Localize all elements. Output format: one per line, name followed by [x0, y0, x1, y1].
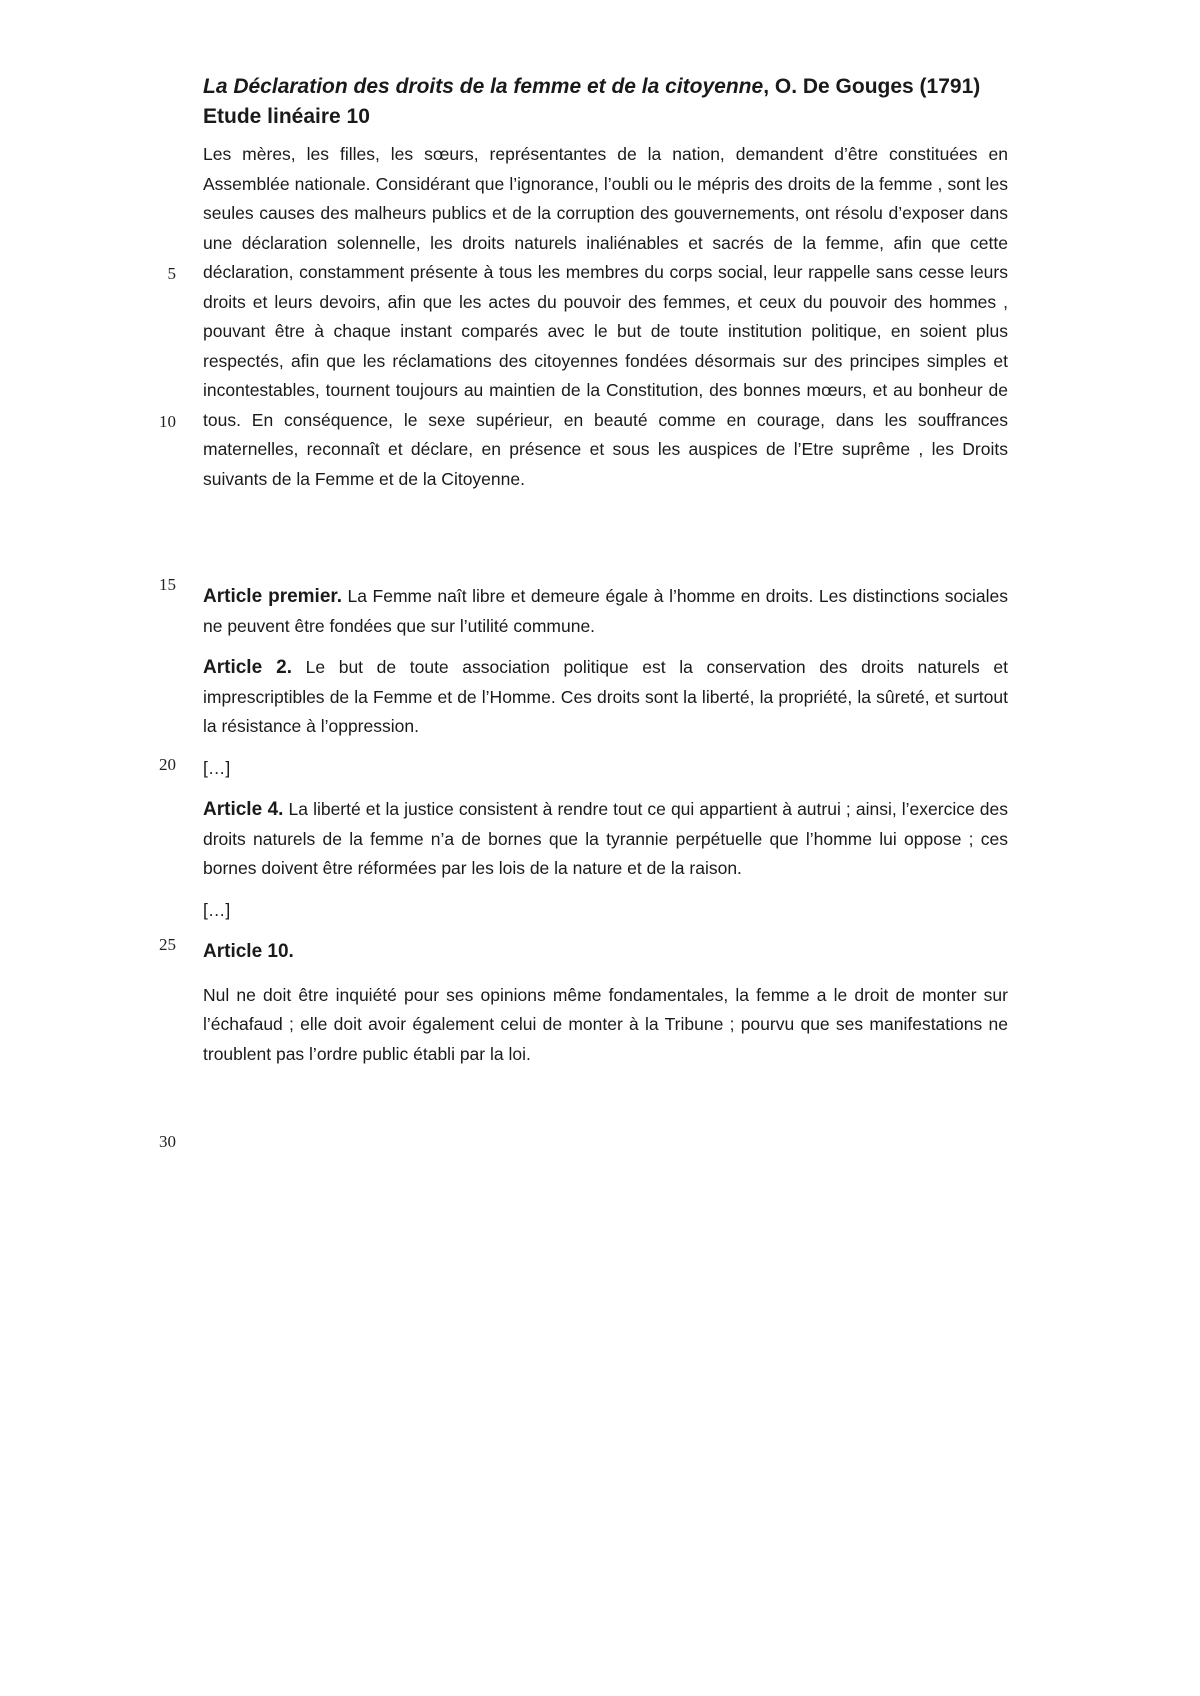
article-10-heading-line: [203, 937, 1008, 967]
line-number-20: 20: [159, 755, 176, 774]
preamble-paragraph: Les mères, les filles, les sœurs, représentantes de la nation, demandent d’être constituées en Assemblée nationale. Considérant que l’ignorance, l’oubli ou le mépris des droits de la femme , sont les seules causes des malheurs publics et de la corruption des gouvernements, ont résolu d’exposer dans une déclaration solennelle, les droits naturels inaliénables et sacrés de la femme, afin que cette déclaration, constamment présente à tous les membres du corps social, leur rappelle sans cesse leurs droits et leurs devoirs, afin que les actes du pouvoir des femmes, et ceux du pouvoir des hommes , pouvant être à chaque instant comparés avec le but de toute institution politique, en soient plus respectés, afin que les réclamations des citoyennes fondées désormais sur des principes simples et incontestables, tournent toujours au maintien de la Constitution, des bonnes mœurs, et au bonheur de tous. En conséquence, le sexe supérieur, en beauté comme en courage, dans les souffrances maternelles, reconnaît et déclare, en présence et sous les auspices de l’Etre suprême , les Droits suivants de la Femme et de la Citoyenne.: [203, 144, 1008, 489]
line-number-15: 15: [159, 575, 176, 594]
article-1-text: La Femme naît libre et demeure égale à l’homme en droits. Les distinctions sociales ne peuvent être fondées que sur l’utilité commune.: [203, 586, 1008, 636]
line-number-5: 5: [167, 264, 176, 283]
article-2-text: Le but de toute association politique est la conservation des droits naturels et imprescriptibles de la Femme et de l’Homme. Ces droits sont la liberté, la propriété, la sûreté, et surtout la résistance à l’oppression.: [203, 657, 1008, 736]
article-2: [203, 653, 1008, 742]
article-1-heading: Article premier.: [203, 586, 343, 607]
document-subtitle: Etude linéaire 10: [203, 105, 370, 128]
document-body: [203, 72, 1008, 1069]
article-2-heading: Article 2.: [203, 657, 293, 678]
document-title: [203, 72, 1008, 102]
line-number-10: 10: [159, 412, 176, 431]
article-4: [203, 795, 1008, 884]
author-and-date: , O. De Gouges (1791): [763, 75, 981, 98]
article-4-heading: Article 4.: [203, 799, 284, 820]
article-10-heading: Article 10.: [203, 941, 294, 962]
article-1: [203, 582, 1008, 641]
omission-marker: […]: [203, 899, 231, 920]
omission-marker: […]: [203, 757, 231, 778]
work-title: La Déclaration des droits de la femme et de la citoyenne: [203, 75, 764, 98]
line-number-25: 25: [159, 935, 176, 954]
article-10-text: Nul ne doit être inquiété pour ses opinions même fondamentales, la femme a le droit de monter sur l’échafaud ; elle doit avoir également celui de monter à la Tribune ; pourvu que ses manifestations ne troublent pas l’ordre public établi par la loi.: [203, 984, 1008, 1064]
section-gap: [203, 494, 1008, 582]
line-number-30: 30: [159, 1132, 176, 1151]
article-4-text: La liberté et la justice consistent à rendre tout ce qui appartient à autrui ; ainsi, l’exercice des droits naturels de la femme n’a de bornes que la tyrannie perpétuelle que l’homme lui oppose ; ces bornes doivent être réformées par les lois de la nature et de la raison.: [203, 799, 1008, 878]
